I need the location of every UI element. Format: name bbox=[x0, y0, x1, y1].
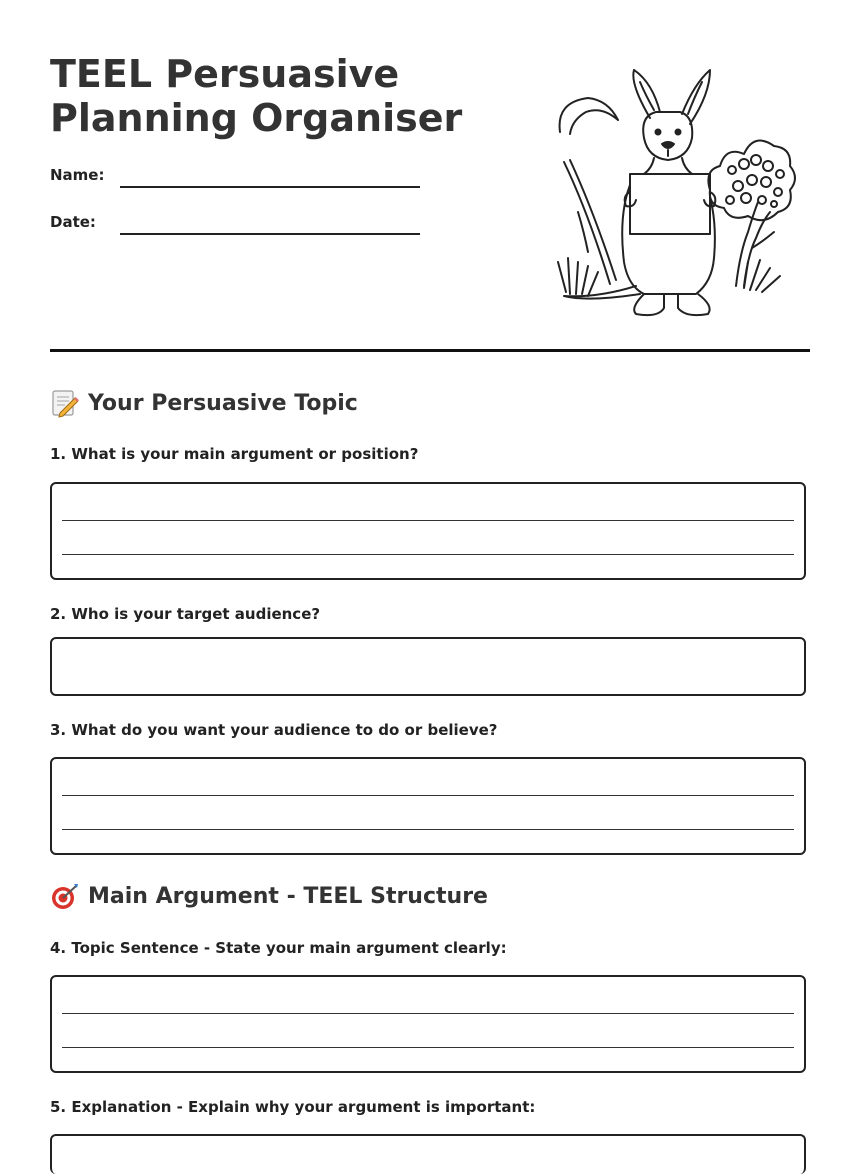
writing-line bbox=[62, 554, 794, 555]
name-label: Name: bbox=[50, 166, 105, 184]
writing-line bbox=[62, 1047, 794, 1048]
section-title-teel bbox=[50, 881, 488, 911]
writing-line bbox=[62, 520, 794, 521]
date-field[interactable] bbox=[120, 233, 420, 235]
page-title bbox=[50, 52, 462, 140]
name-field[interactable] bbox=[120, 186, 420, 188]
target-dart-icon bbox=[50, 881, 80, 911]
header-divider bbox=[50, 349, 810, 352]
date-label: Date: bbox=[50, 213, 96, 231]
answer-box-1[interactable] bbox=[50, 482, 806, 580]
writing-line bbox=[62, 795, 794, 796]
question-2-label: 2. Who is your target audience? bbox=[50, 605, 321, 623]
title-line-2: Planning Organiser bbox=[50, 96, 463, 140]
writing-line bbox=[62, 1013, 794, 1014]
question-4-label: 4. Topic Sentence - State your main argument clearly: bbox=[50, 939, 507, 957]
section-title-text: Main Argument - TEEL Structure bbox=[88, 883, 488, 909]
section-title-text: Your Persuasive Topic bbox=[88, 390, 358, 416]
kangaroo-illustration bbox=[548, 62, 798, 324]
answer-box-5[interactable] bbox=[50, 1134, 806, 1174]
writing-line bbox=[62, 829, 794, 830]
question-3-label: 3. What do you want your audience to do or believe? bbox=[50, 721, 498, 739]
memo-pencil-icon bbox=[50, 388, 80, 418]
title-line-1: TEEL Persuasive bbox=[50, 52, 400, 96]
answer-box-4[interactable] bbox=[50, 975, 806, 1073]
answer-box-2[interactable] bbox=[50, 637, 806, 696]
question-5-label: 5. Explanation - Explain why your argument is important: bbox=[50, 1098, 536, 1116]
section-title-topic bbox=[50, 388, 358, 418]
answer-box-3[interactable] bbox=[50, 757, 806, 855]
question-1-label: 1. What is your main argument or position? bbox=[50, 445, 419, 463]
